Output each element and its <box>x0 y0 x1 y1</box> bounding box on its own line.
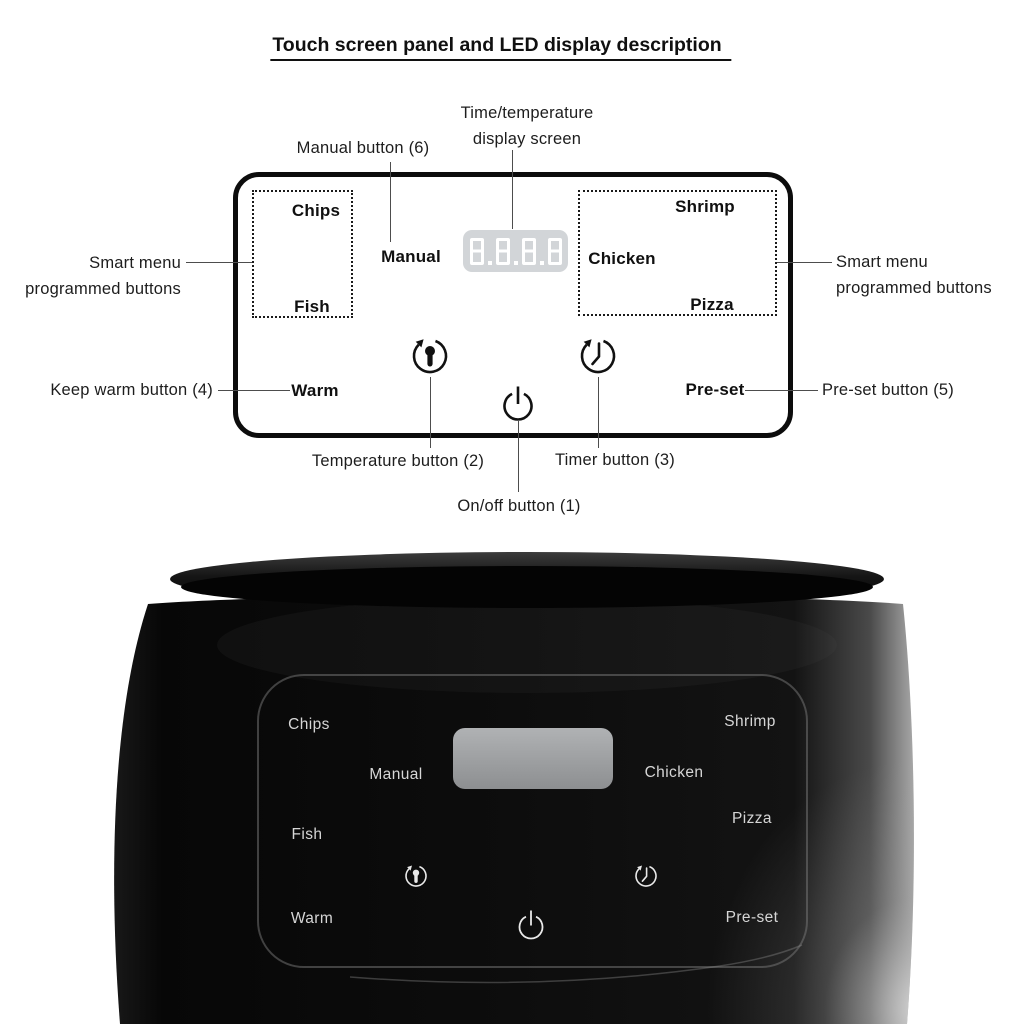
callout-timer-button: Timer button (3) <box>555 451 675 469</box>
timer-icon <box>631 859 661 893</box>
callout-line <box>777 262 832 263</box>
device-label-chips: Chips <box>288 716 330 733</box>
power-icon <box>516 908 546 946</box>
panel-label-warm: Warm <box>291 381 339 400</box>
seven-segment-digit <box>470 238 484 265</box>
callout-line <box>186 262 252 263</box>
air-fryer-photo <box>0 540 1024 1024</box>
body-sheen <box>690 730 940 1024</box>
seven-segment-dot <box>488 261 492 265</box>
temperature-icon <box>407 329 453 383</box>
callout-keep-warm-button: Keep warm button (4) <box>50 381 213 399</box>
panel-label-manual: Manual <box>381 247 441 266</box>
seven-segment-digit <box>548 238 562 265</box>
device-label-shrimp: Shrimp <box>724 713 776 730</box>
callout-line <box>598 377 599 448</box>
callout-smart-menu-left: Smart menu programmed buttons <box>25 254 181 298</box>
body-top-sheen <box>217 597 837 693</box>
device-lid-rim <box>181 566 873 608</box>
led-display <box>463 230 568 272</box>
callout-line <box>518 421 519 492</box>
device-label-manual: Manual <box>369 766 423 783</box>
panel-label-pizza: Pizza <box>690 295 734 314</box>
callout-line <box>512 150 513 229</box>
callout-onoff-button: On/off button (1) <box>457 497 581 515</box>
callout-manual-button: Manual button (6) <box>296 139 430 157</box>
callout-line <box>430 377 431 448</box>
panel-label-shrimp: Shrimp <box>675 197 735 216</box>
page-title: Touch screen panel and LED display description <box>270 34 731 57</box>
device-label-warm: Warm <box>290 910 334 927</box>
callout-line <box>218 390 290 391</box>
seven-segment-digit <box>496 238 510 265</box>
callout-temperature-button: Temperature button (2) <box>311 452 485 470</box>
callout-smart-menu-right: Smart menu programmed buttons <box>836 253 992 297</box>
device-label-fish: Fish <box>291 826 323 843</box>
seven-segment-dot <box>540 261 544 265</box>
panel-label-chips: Chips <box>291 201 341 220</box>
callout-line <box>390 162 391 242</box>
callout-preset-button: Pre-set button (5) <box>822 381 954 399</box>
panel-label-preset: Pre-set <box>685 380 745 399</box>
panel-label-chicken: Chicken <box>588 249 656 268</box>
seven-segment-dot <box>514 261 518 265</box>
callout-display-screen: Time/temperature display screen <box>460 104 594 148</box>
device-label-preset: Pre-set <box>725 909 779 926</box>
callout-line <box>745 390 818 391</box>
seven-segment-digit <box>522 238 536 265</box>
device-label-chicken: Chicken <box>644 764 704 781</box>
temperature-icon <box>401 859 431 893</box>
device-label-pizza: Pizza <box>732 810 772 827</box>
device-display <box>453 728 613 789</box>
timer-icon <box>575 329 621 383</box>
panel-label-fish: Fish <box>294 297 330 316</box>
